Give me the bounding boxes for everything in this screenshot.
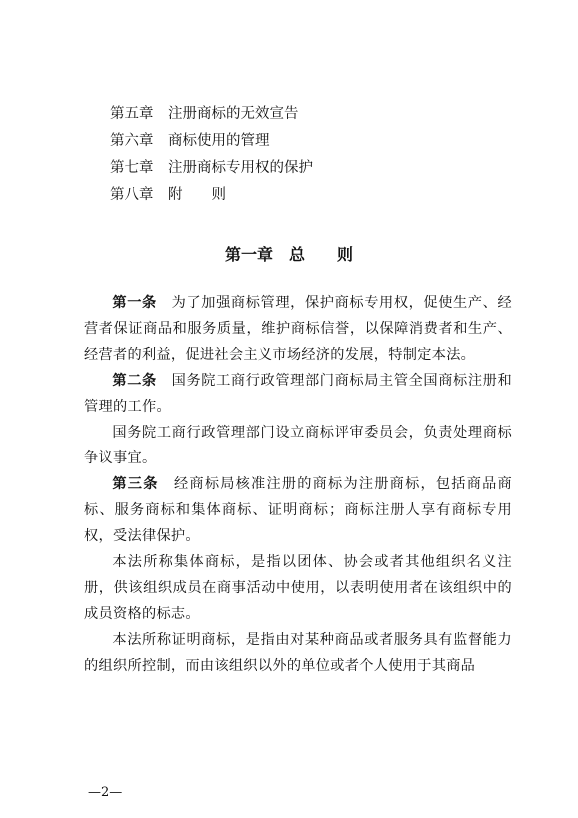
article-number: 第一条	[112, 295, 157, 311]
toc-row	[110, 101, 313, 128]
toc-title: 附 则	[168, 187, 226, 203]
toc-row	[110, 182, 313, 209]
paragraph-text: 本法所称证明商标，是指由对某种商品或者服务具有监督能力的组织所控制，而由该组织以外的单位或者个人使用于其商品	[84, 631, 512, 674]
toc-title: 注册商标专用权的保护	[168, 160, 313, 176]
toc-chapter: 第六章	[110, 133, 154, 149]
article-number: 第三条	[112, 476, 159, 493]
paragraph-text: 国务院工商行政管理部门商标局主管全国商标注册和管理的工作。	[84, 372, 512, 415]
paragraph	[84, 550, 512, 628]
paragraph	[84, 291, 512, 369]
toc-row	[110, 128, 313, 155]
paragraph-text: 本法所称集体商标，是指以团体、协会或者其他组织名义注册，供该组织成员在商事活动中使用，以表明使用者在该组织中的成员资格的标志。	[84, 554, 512, 622]
paragraph	[84, 628, 512, 680]
table-of-contents	[110, 101, 313, 209]
paragraph	[84, 421, 512, 473]
toc-title: 注册商标的无效宣告	[168, 106, 299, 122]
article-number: 第二条	[112, 372, 157, 389]
paragraph-text: 国务院工商行政管理部门设立商标评审委员会，负责处理商标争议事宜。	[84, 424, 512, 467]
paragraph-text: 经商标局核准注册的商标为注册商标，包括商品商标、服务商标和集体商标、证明商标；商标注册人享有商标专用权，受法律保护。	[84, 476, 512, 545]
toc-chapter: 第五章	[110, 106, 154, 122]
toc-chapter: 第七章	[110, 160, 154, 176]
toc-title: 商标使用的管理	[168, 133, 270, 149]
toc-row	[110, 155, 313, 182]
paragraph	[84, 369, 512, 421]
toc-chapter: 第八章	[110, 187, 154, 203]
chapter-heading: 第一章 总 则	[224, 245, 353, 264]
document-body	[84, 291, 512, 680]
paragraph-text: 为了加强商标管理，保护商标专用权，促使生产、经营者保证商品和服务质量，维护商标信誉，以保障消费者和生产、经营者的利益，促进社会主义市场经济的发展，特制定本法。	[84, 295, 512, 363]
page-number: —2—	[88, 785, 123, 800]
paragraph	[84, 472, 512, 550]
